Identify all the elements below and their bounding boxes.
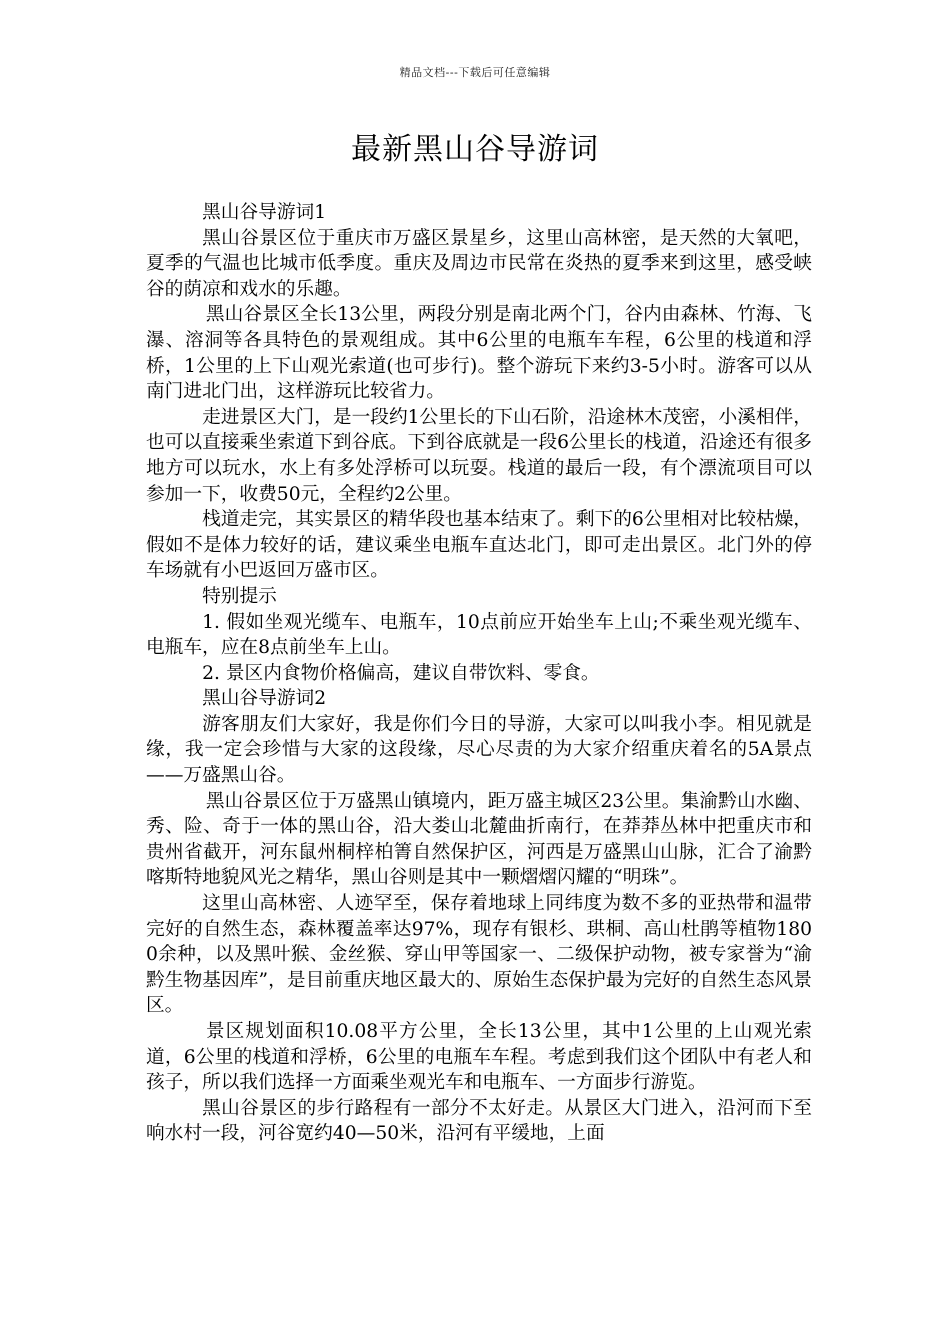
paragraph: 黑山谷景区全长13公里，两段分别是南北两个门，谷内由森林、竹海、飞瀑、溶洞等各具特色的景观组成。其中6公里的电瓶车车程，6公里的栈道和浮桥，1公里的上下山观光索道(也可步行)。整个游玩下来约3-5小时。游客可以从南门进北门出，这样游玩比较省力。 — [146, 304, 812, 403]
list-item: 1. 假如坐观光缆车、电瓶车，10点前应开始坐车上山;不乘坐观光缆车、电瓶车，应在8点前坐车上山。 — [146, 611, 812, 659]
paragraph: 这里山高林密、人迹罕至，保存着地球上同纬度为数不多的亚热带和温带完好的自然生态，森林覆盖率达97%，现存有银杉、珙桐、高山杜鹃等植物1800余种，以及黑叶猴、金丝猴、穿山甲等国家一、二级保护动物，被专家誉为“渝黔生物基因库”，是目前重庆地区最大的、原始生态保护最为完好的自然生态风景区。 — [146, 893, 812, 1017]
paragraph: 景区规划面积10.08平方公里，全长13公里，其中1公里的上山观光索道，6公里的栈道和浮桥，6公里的电瓶车车程。考虑到我们这个团队中有老人和孩子，所以我们选择一方面乘坐观光车和电瓶车、一方面步行游览。 — [146, 1021, 812, 1094]
section-heading: 黑山谷导游词1 — [202, 202, 327, 223]
paragraph: 游客朋友们大家好，我是你们今日的导游，大家可以叫我小李。相见就是缘，我一定会珍惜与大家的这段缘，尽心尽责的为大家介绍重庆着名的5A景点——万盛黑山谷。 — [146, 713, 812, 787]
paragraph: 走进景区大门，是一段约1公里长的下山石阶，沿途林木茂密，小溪相伴，也可以直接乘坐索道下到谷底。下到谷底就是一段6公里长的栈道，沿途还有很多地方可以玩水，水上有多处浮桥可以玩耍。栈道的最后一段，有个漂流项目可以参加一下，收费50元，全程约2公里。 — [146, 406, 812, 505]
paragraph: 栈道走完，其实景区的精华段也基本结束了。剩下的6公里相对比较枯燥，假如不是体力较好的话，建议乘坐电瓶车直达北门，即可走出景区。北门外的停车场就有小巴返回万盛市区。 — [146, 509, 812, 582]
header-note: 精品文档---下载后可任意编辑 — [399, 66, 551, 79]
section-heading: 特别提示 — [202, 585, 277, 607]
section-heading: 黑山谷导游词2 — [202, 688, 327, 710]
paragraph: 黑山谷景区的步行路程有一部分不太好走。从景区大门进入，沿河而下至响水村一段，河谷宽约40—50米，沿河有平缓地，上面 — [146, 1097, 812, 1145]
paragraph: 黑山谷景区位于重庆市万盛区景星乡，这里山高林密，是天然的大氧吧，夏季的气温也比城市低季度。重庆及周边市民常在炎热的夏季来到这里，感受峡谷的荫凉和戏水的乐趣。 — [146, 227, 812, 300]
document-body — [146, 200, 812, 1147]
paragraph: 黑山谷景区位于万盛黑山镇境内，距万盛主城区23公里。集渝黔山水幽、秀、险、奇于一体的黑山谷，沿大娄山北麓曲折南行，在莽莽丛林中把重庆市和贵州省截开，河东鼠州桐梓柏箐自然保护区，河西是万盛黑山山脉，汇合了渝黔喀斯特地貌风光之精华，黑山谷则是其中一颗熠熠闪耀的“明珠”。 — [146, 790, 812, 889]
document-title: 最新黑山谷导游词 — [351, 132, 599, 167]
list-item: 2. 景区内食物价格偏高，建议自带饮料、零食。 — [202, 662, 600, 684]
